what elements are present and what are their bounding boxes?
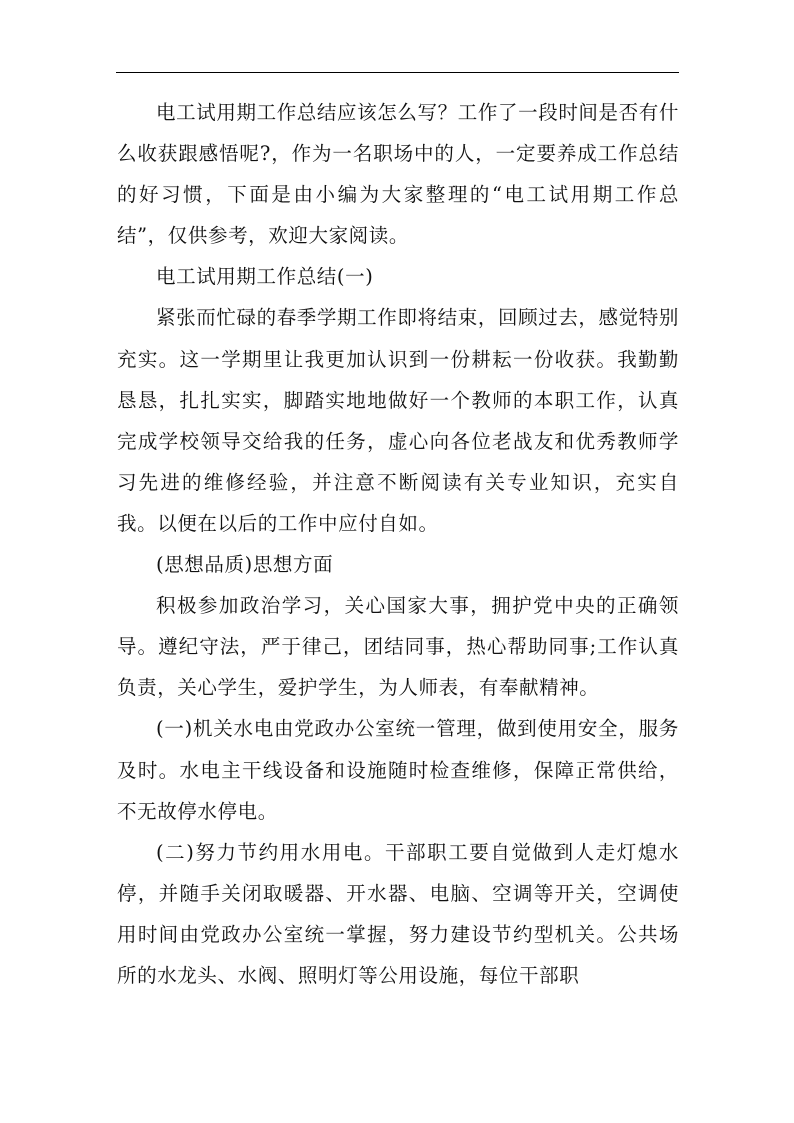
document-body (117, 92, 679, 996)
header-rule (116, 72, 679, 73)
intro-paragraph: 电工试用期工作总结应该怎么写？工作了一段时间是否有什么收获跟感悟呢?，作为一名职场中的人，一定要养成工作总结的好习惯，下面是由小编为大家整理的“电工试用期工作总结”，仅供参考，欢迎大家阅读。 (117, 101, 679, 248)
subheading: (思想品质)思想方面 (156, 553, 334, 577)
body-paragraph-2: 积极参加政治学习，关心国家大事，拥护党中央的正确领导。遵纪守法，严于律己，团结同事，热心帮助同事;工作认真负责，关心学生，爱护学生，为人师表，有奉献精神。 (117, 594, 679, 700)
body-paragraph-4: (二)努力节约用水用电。干部职工要自觉做到人走灯熄水停，并随手关闭取暖器、开水器、电脑、空调等开关，空调使用时间由党政办公室统一掌握，努力建设节约型机关。公共场所的水龙头、水阀、照明灯等公用设施，每位干部职 (117, 840, 679, 987)
body-paragraph-3: (一)机关水电由党政办公室统一管理，做到使用安全，服务及时。水电主干线设备和设施随时检查维修，保障正常供给，不无故停水停电。 (117, 717, 679, 823)
section-title: 电工试用期工作总结(一) (156, 265, 374, 289)
body-paragraph-1: 紧张而忙碌的春季学期工作即将结束，回顾过去，感觉特别充实。这一学期里让我更加认识到一份耕耘一份收获。我勤勤恳恳，扎扎实实，脚踏实地地做好一个教师的本职工作，认真完成学校领导交给我的任务，虚心向各位老战友和优秀教师学习先进的维修经验，并注意不断阅读有关专业知识，充实自我。以便在以后的工作中应付自如。 (117, 306, 679, 535)
